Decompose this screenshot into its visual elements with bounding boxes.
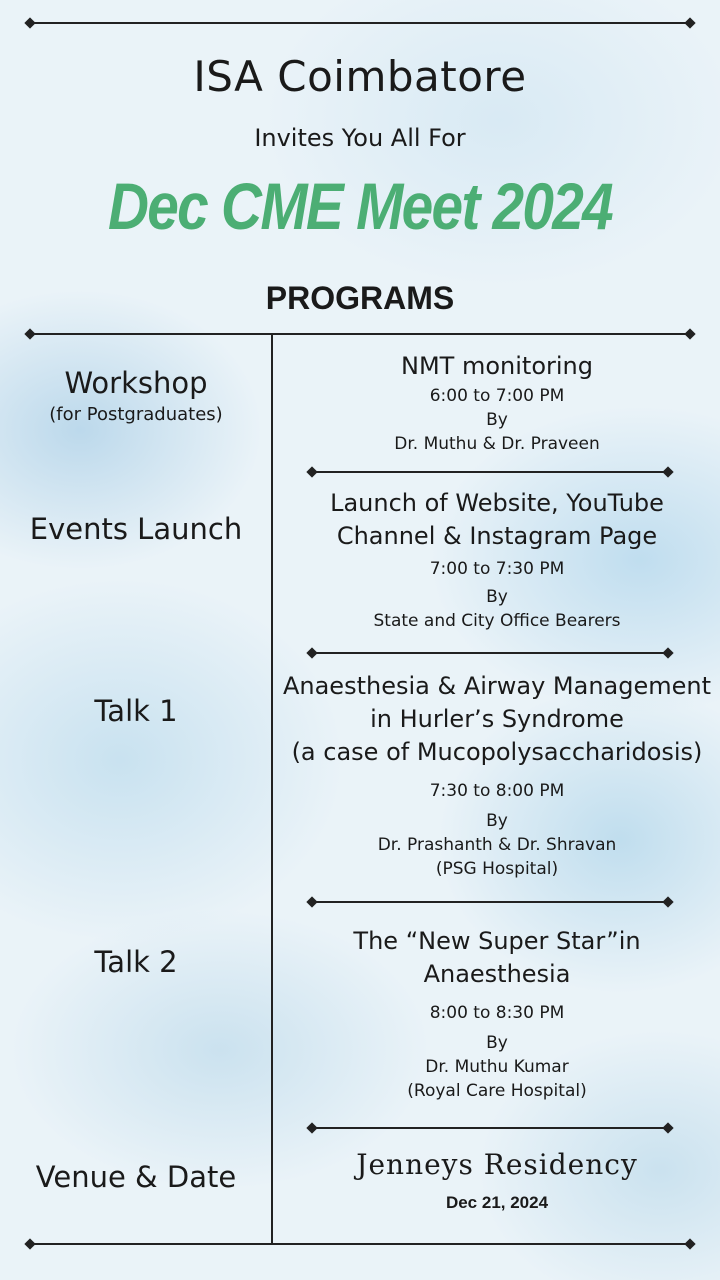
launch-label-block <box>0 512 272 546</box>
talk2-title-line1: The “New Super Star”in <box>353 927 641 955</box>
workshop-label: Workshop <box>64 366 208 400</box>
talk2-title-line2: Anaesthesia <box>423 960 571 988</box>
talk2-label: Talk 2 <box>94 945 178 979</box>
programs-heading: PROGRAMS <box>265 280 455 316</box>
venue-name: Jenneys Residency <box>356 1148 638 1181</box>
venue-details <box>274 1148 720 1213</box>
top-divider <box>30 22 690 24</box>
launch-details <box>274 487 720 633</box>
talk2-time: 8:00 to 8:30 PM <box>429 1003 565 1023</box>
talk1-label: Talk 1 <box>94 694 178 728</box>
talk2-speakers: Dr. Muthu Kumar <box>425 1057 569 1077</box>
launch-by: By <box>486 587 508 607</box>
talk1-details <box>274 670 720 881</box>
workshop-speakers: Dr. Muthu & Dr. Praveen <box>394 434 600 454</box>
talk2-details <box>274 925 720 1103</box>
row-divider-1 <box>312 471 668 473</box>
launch-label: Events Launch <box>29 512 243 546</box>
talk1-title-line2: in Hurler’s Syndrome <box>370 705 624 733</box>
bottom-divider <box>30 1243 690 1245</box>
venue-label: Venue & Date <box>35 1160 237 1194</box>
workshop-title: NMT monitoring <box>401 352 593 380</box>
talk2-by: By <box>486 1033 508 1053</box>
talk1-affiliation: (PSG Hospital) <box>435 859 559 879</box>
row-divider-4 <box>312 1127 668 1129</box>
talk2-label-block <box>0 945 272 979</box>
row-divider-2 <box>312 652 668 654</box>
column-divider <box>271 334 273 1244</box>
talk1-by: By <box>486 811 508 831</box>
workshop-by: By <box>486 410 508 430</box>
launch-speakers: State and City Office Bearers <box>373 611 621 631</box>
talk1-label-block <box>0 694 272 728</box>
talk1-time: 7:30 to 8:00 PM <box>429 781 565 801</box>
talk1-speakers: Dr. Prashanth & Dr. Shravan <box>377 835 617 855</box>
talk2-affiliation: (Royal Care Hospital) <box>407 1081 587 1101</box>
workshop-label-block <box>0 366 272 425</box>
workshop-details <box>274 350 720 456</box>
talk1-title-line1: Anaesthesia & Airway Management <box>282 672 712 700</box>
venue-date: Dec 21, 2024 <box>445 1193 549 1212</box>
invitation-text: Invites You All For <box>254 124 466 152</box>
organization-name: ISA Coimbatore <box>193 52 527 101</box>
talk1-title-line3: (a case of Mucopolysaccharidosis) <box>291 738 703 766</box>
workshop-sublabel: (for Postgraduates) <box>49 404 223 425</box>
launch-time: 7:00 to 7:30 PM <box>429 559 565 579</box>
programs-divider <box>30 333 690 335</box>
event-title: Dec CME Meet 2024 <box>108 169 612 243</box>
row-divider-3 <box>312 901 668 903</box>
launch-title-line1: Launch of Website, YouTube <box>330 489 664 517</box>
launch-title-line2: Channel & Instagram Page <box>336 522 658 550</box>
venue-label-block <box>0 1160 272 1194</box>
workshop-time: 6:00 to 7:00 PM <box>429 386 565 406</box>
